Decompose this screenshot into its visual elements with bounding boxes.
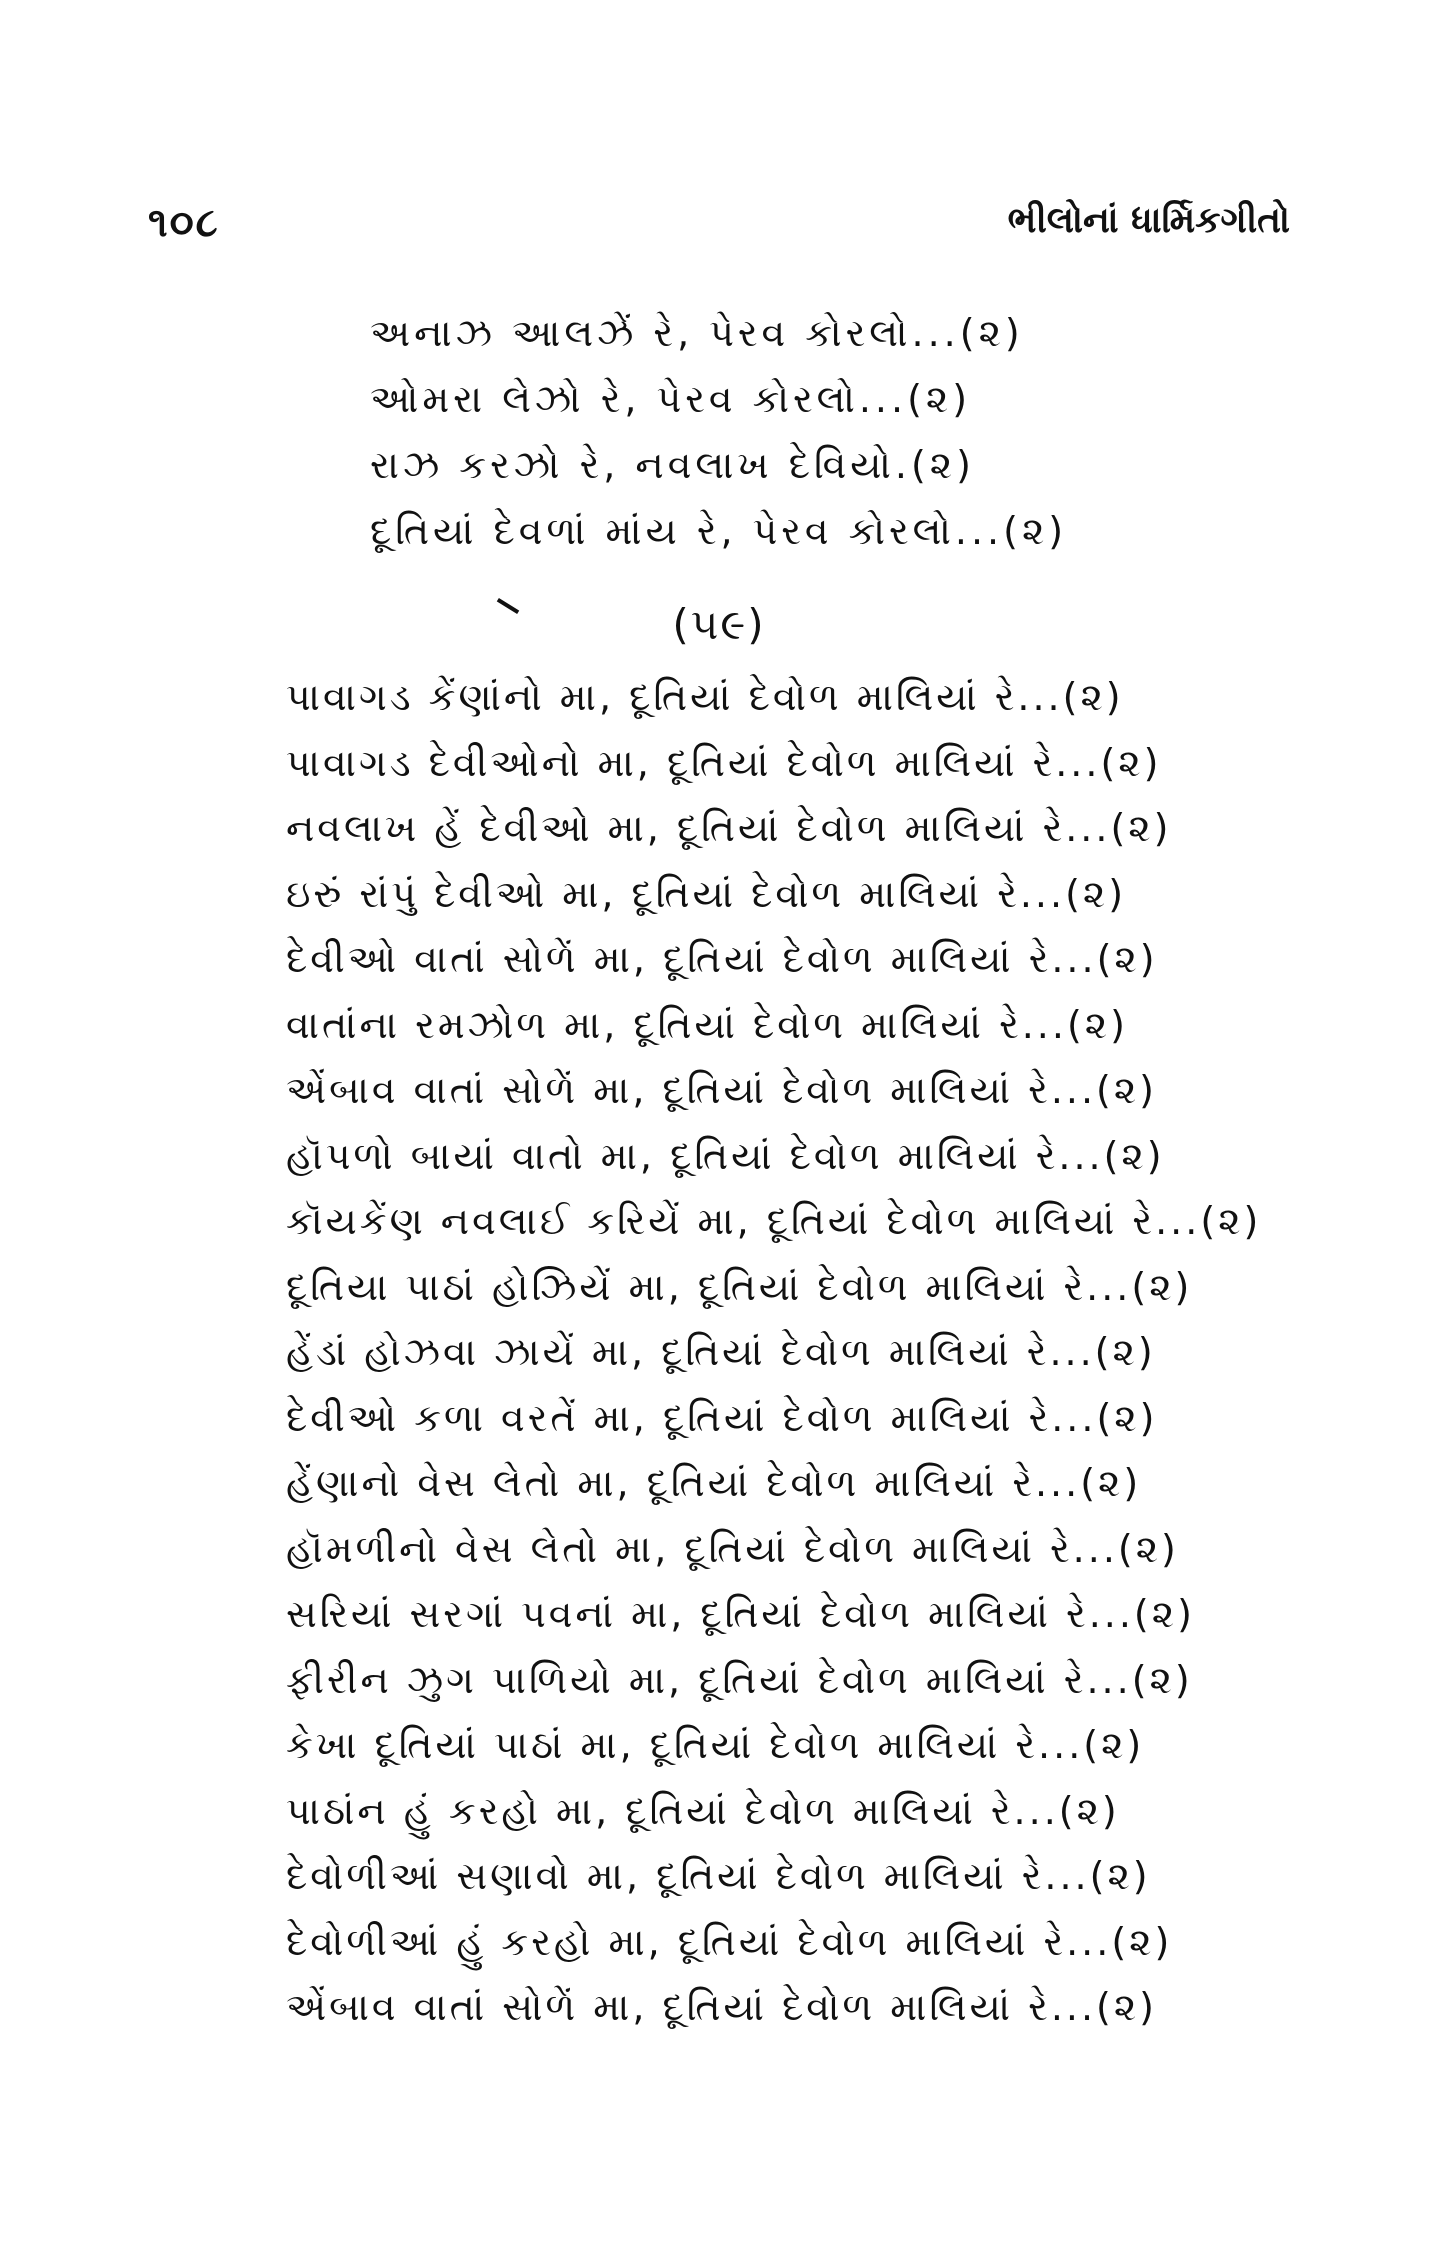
verse-line: ઓમરા લેઝો રે, પેરવ કોરલો...(૨) — [370, 377, 972, 421]
verse-line: નવલાખ હેં દેવીઓ મા, દૂતિયાં દેવોળ માલિયાં રે...(૨) — [286, 806, 1172, 850]
verse-line: હૉમળીનો વેસ લેતો મા, દૂતિયાં દેવોળ માલિયાં રે...(૨) — [286, 1526, 1179, 1571]
verse-line: દેવીઓ કળા વરતેં મા, દૂતિયાં દેવોળ માલિયાં રે...(૨) — [286, 1395, 1158, 1440]
running-header: ભીલોનાં ધાર્મિકગીતો — [1007, 200, 1290, 241]
verse-line: અનાઝ આલઝેં રે, પેરવ કોરલો...(૨) — [370, 311, 1024, 355]
verse-line: કેખા દૂતિયાં પાઠાં મા, દૂતિયાં દેવોળ માલિયાં રે...(૨) — [286, 1723, 1145, 1767]
verse-line: હૉપળો બાયાં વાતો મા, દૂતિયાં દેવોળ માલિયાં રે...(૨) — [286, 1133, 1165, 1178]
verse-line: પાવાગડ દેવીઓનો મા, દૂતિયાં દેવોળ માલિયાં રે...(૨) — [286, 740, 1162, 785]
verse-line: હેંણાનો વેસ લેતો મા, દૂતિયાં દેવોળ માલિયાં રે...(૨) — [286, 1461, 1142, 1505]
verse-line: દૂતિયાં દેવળાં માંય રે, પેરવ કોરલો...(૨) — [370, 509, 1068, 553]
verse-line: એંબાવ વાતાં સોળેં મા, દૂતિયાં દેવોળ માલિયાં રે...(૨) — [286, 1985, 1158, 2029]
verse-line: હેંડાં હોઝવા ઝાયેં મા, દૂતિયાં દેવોળ માલિયાં રે...(૨) — [286, 1330, 1156, 1374]
verse-line: પાઠાંન હું કરહો મા, દૂતિયાં દેવોળ માલિયાં રે...(૨) — [286, 1788, 1120, 1833]
verse-line: પાવાગડ કેંણાંનો મા, દૂતિયાં દેવોળ માલિયાં રે...(૨) — [286, 675, 1124, 719]
verse-line: સરિયાં સરગાં પવનાં મા, દૂતિયાં દેવોળ માલિયાં રે...(૨) — [286, 1592, 1195, 1636]
verse-line: રાઝ કરઝો રે, નવલાખ દેવિયો.(૨) — [370, 443, 975, 487]
verse-line: દેવોળીઆં સણાવો મા, દૂતિયાં દેવોળ માલિયાં રે...(૨) — [286, 1854, 1151, 1898]
verse-line: ફીરીન ઝુગ પાળિયો મા, દૂતિયાં દેવોળ માલિયાં રે...(૨) — [286, 1657, 1193, 1702]
verse-line: દેવોળીઆં હું કરહો મા, દૂતિયાં દેવોળ માલિયાં રે...(૨) — [286, 1919, 1173, 1964]
verse-line: દેવીઓ વાતાં સોળેં મા, દૂતિયાં દેવોળ માલિયાં રે...(૨) — [286, 937, 1158, 981]
verse-line: વાતાંના રમઝોળ મા, દૂતિયાં દેવોળ માલિયાં રે...(૨) — [286, 1002, 1128, 1047]
verse-line: કૉયકેંણ નવલાઈ કરિયેં મા, દૂતિયાં દેવોળ માલિયાં રે...(૨) — [286, 1199, 1262, 1243]
page-number: ૧૦૮ — [148, 200, 220, 246]
song-number: (૫૯) — [672, 600, 766, 649]
verse-line: ઇરું રાંપું દેવીઓ મા, દૂતિયાં દેવોળ માલિયાં રે...(૨) — [286, 871, 1127, 916]
verse-line: એંબાવ વાતાં સોળેં મા, દૂતિયાં દેવોળ માલિયાં રે...(૨) — [286, 1068, 1158, 1112]
verse-line: દૂતિયા પાઠાં હોઝિયેં મા, દૂતિયાં દેવોળ માલિયાં રે...(૨) — [286, 1264, 1193, 1309]
song-stanza — [286, 665, 1262, 2041]
stanza-top — [370, 300, 1070, 564]
